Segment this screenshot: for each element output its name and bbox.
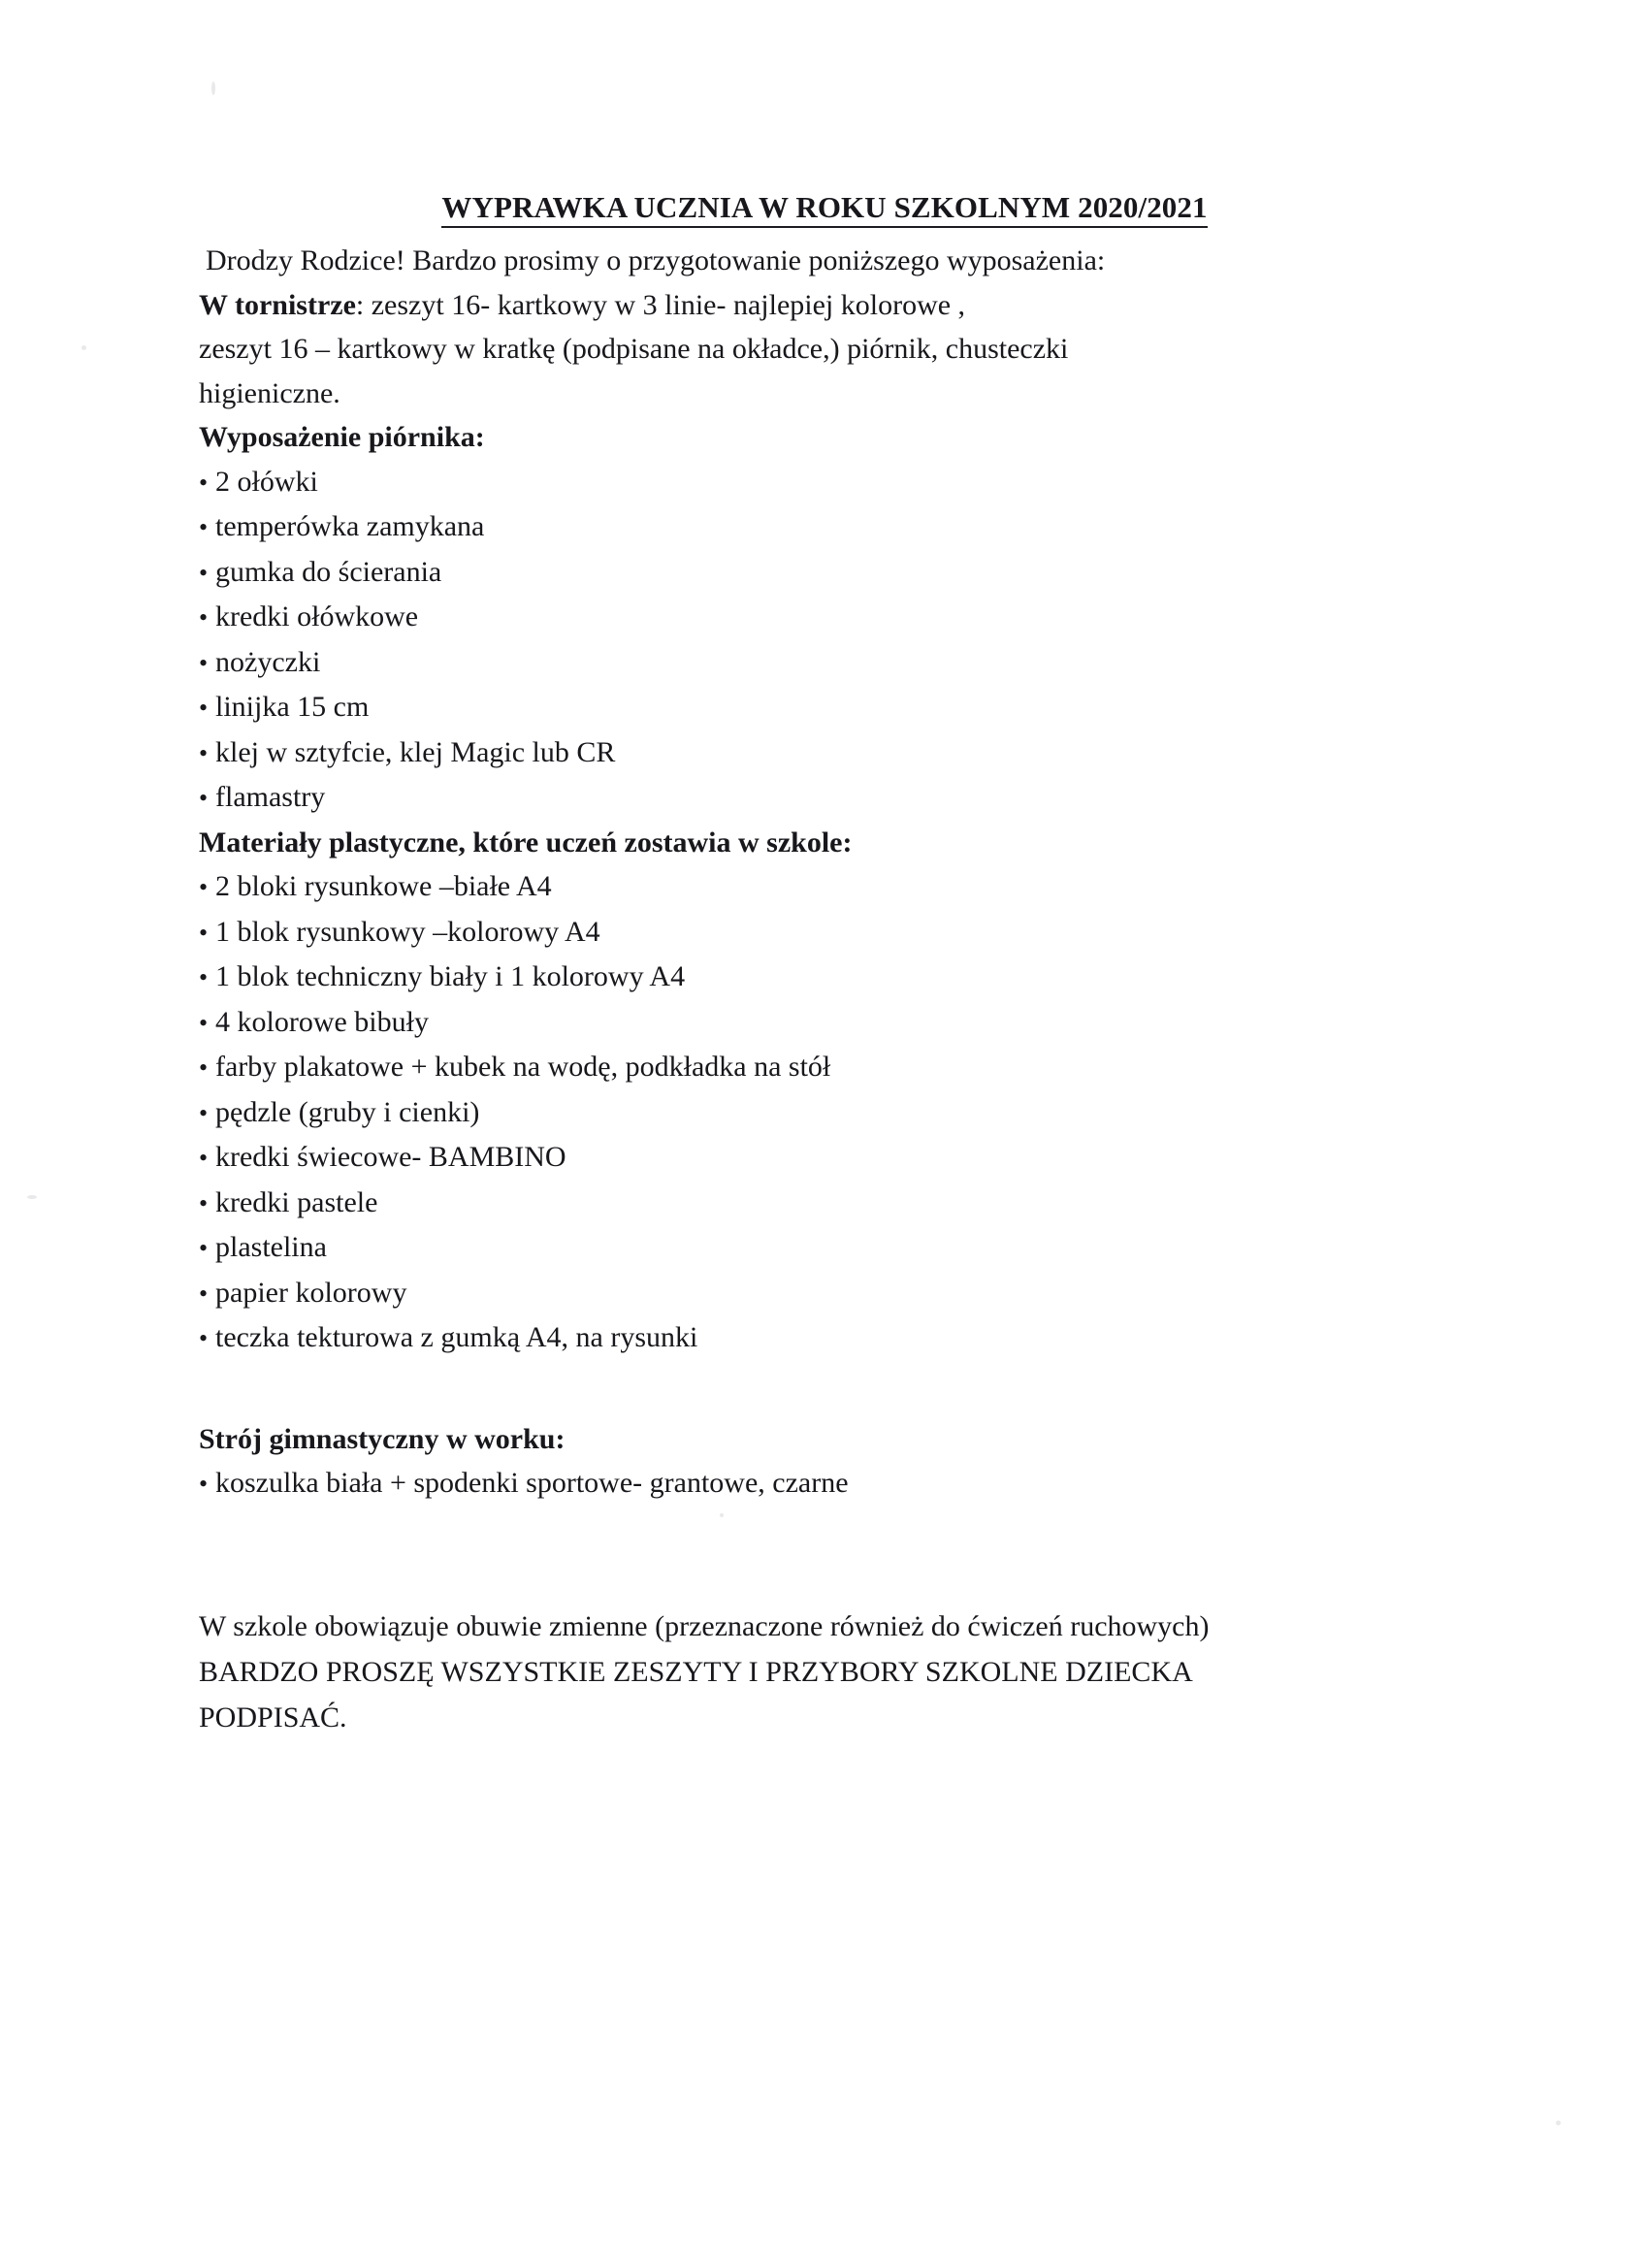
- tornister-line-3: higieniczne.: [199, 376, 340, 409]
- list-item-label: flamastry: [215, 781, 326, 813]
- list-item: [199, 775, 1489, 821]
- section-list-gym-kit: [199, 1461, 1489, 1507]
- bullet-icon: •: [199, 603, 209, 632]
- tornister-line-1: [199, 283, 1489, 328]
- list-item: [199, 1271, 1489, 1316]
- bullet-icon: •: [199, 694, 209, 722]
- list-item: [199, 1000, 1489, 1046]
- spacer: [199, 1507, 1489, 1588]
- scan-speck: [81, 345, 86, 350]
- list-item: [199, 1181, 1489, 1226]
- closing-line-1: W szkole obowiązuje obuwie zmienne (przeznaczone również do ćwiczeń ruchowych): [199, 1609, 1210, 1642]
- list-item-label: kredki pastele: [215, 1185, 378, 1218]
- section-list-art-supplies: [199, 864, 1489, 1361]
- list-item-label: koszulka biała + spodenki sportowe- grantowe, czarne: [215, 1467, 849, 1499]
- list-item-label: nożyczki: [215, 645, 321, 678]
- list-item-label: kredki świecowe- BAMBINO: [215, 1141, 566, 1173]
- bullet-icon: •: [199, 963, 209, 991]
- list-item-label: gumka do ścierania: [215, 555, 442, 588]
- list-item-label: klej w sztyfcie, klej Magic lub CR: [215, 735, 616, 768]
- bullet-icon: •: [199, 1144, 209, 1172]
- list-item: [199, 864, 1489, 910]
- scan-speck: [211, 81, 215, 95]
- closing-notes: [199, 1604, 1489, 1740]
- bullet-icon: •: [199, 1098, 209, 1127]
- page-title: [0, 190, 1649, 225]
- bullet-icon: •: [199, 1188, 209, 1217]
- list-item: [199, 1090, 1489, 1136]
- bullet-icon: •: [199, 873, 209, 901]
- bullet-icon: •: [199, 1470, 209, 1498]
- list-item: [199, 460, 1489, 505]
- bullet-icon: •: [199, 558, 209, 587]
- section-heading-pencilcase: Wyposażenie piórnika:: [199, 421, 485, 453]
- list-item: [199, 504, 1489, 550]
- list-item: [199, 640, 1489, 686]
- spacer: [199, 1361, 1489, 1417]
- bullet-icon: •: [199, 1234, 209, 1262]
- page-title-text: WYPRAWKA UCZNIA W ROKU SZKOLNYM 2020/2021: [441, 190, 1207, 228]
- tornister-label: W tornistrze: [199, 288, 356, 321]
- list-item: [199, 1135, 1489, 1181]
- list-item-label: plastelina: [215, 1231, 327, 1263]
- scan-speck: [27, 1195, 37, 1199]
- bullet-icon: •: [199, 1008, 209, 1037]
- tornister-line-2: zeszyt 16 – kartkowy w kratkę (podpisane na okładce,) piórnik, chusteczki: [199, 333, 1069, 365]
- scan-speck: [1556, 2121, 1561, 2125]
- bullet-icon: •: [199, 1324, 209, 1352]
- list-item: [199, 595, 1489, 640]
- list-item-label: 1 blok techniczny biały i 1 kolorowy A4: [215, 960, 686, 992]
- bullet-icon: •: [199, 738, 209, 767]
- list-item-label: 1 blok rysunkowy –kolorowy A4: [215, 915, 600, 948]
- bullet-icon: •: [199, 648, 209, 677]
- closing-line-3: PODPISAĆ.: [199, 1701, 347, 1733]
- list-item-label: papier kolorowy: [215, 1276, 407, 1309]
- list-item: [199, 1225, 1489, 1271]
- list-item-label: linijka 15 cm: [215, 691, 370, 723]
- list-item-label: pędzle (gruby i cienki): [215, 1095, 480, 1128]
- bullet-icon: •: [199, 784, 209, 812]
- list-item: [199, 730, 1489, 776]
- intro-paragraph: Drodzy Rodzice! Bardzo prosimy o przygotowanie poniższego wyposażenia:: [206, 244, 1106, 276]
- list-item-label: 2 ołówki: [215, 465, 318, 498]
- list-item-label: farby plakatowe + kubek na wodę, podkładka na stół: [215, 1051, 831, 1083]
- bullet-icon: •: [199, 1279, 209, 1308]
- bullet-icon: •: [199, 513, 209, 541]
- spacer: [199, 1588, 1489, 1604]
- list-item: [199, 910, 1489, 956]
- section-list-pencilcase: [199, 460, 1489, 821]
- bullet-icon: •: [199, 918, 209, 947]
- list-item-label: temperówka zamykana: [215, 510, 485, 542]
- list-item: [199, 550, 1489, 596]
- bullet-icon: •: [199, 1053, 209, 1082]
- list-item-label: teczka tekturowa z gumką A4, na rysunki: [215, 1321, 698, 1353]
- list-item: [199, 1045, 1489, 1090]
- list-item: [199, 1461, 1489, 1507]
- list-item-label: 2 bloki rysunkowe –białe A4: [215, 870, 552, 902]
- section-heading-gym-kit: Strój gimnastyczny w worku:: [199, 1422, 566, 1455]
- closing-line-2: BARDZO PROSZĘ WSZYSTKIE ZESZYTY I PRZYBORY SZKOLNE DZIECKA: [199, 1655, 1193, 1688]
- list-item: [199, 685, 1489, 730]
- document-body: [199, 239, 1489, 1740]
- bullet-icon: •: [199, 468, 209, 497]
- list-item: [199, 1315, 1489, 1361]
- tornister-label-suffix: : zeszyt 16- kartkowy w 3 linie- najlepiej kolorowe ,: [355, 288, 966, 321]
- list-item-label: 4 kolorowe bibuły: [215, 1005, 429, 1038]
- section-heading-art-supplies: Materiały plastyczne, które uczeń zostawia w szkole:: [199, 826, 853, 859]
- list-item: [199, 955, 1489, 1000]
- list-item-label: kredki ołówkowe: [215, 600, 419, 632]
